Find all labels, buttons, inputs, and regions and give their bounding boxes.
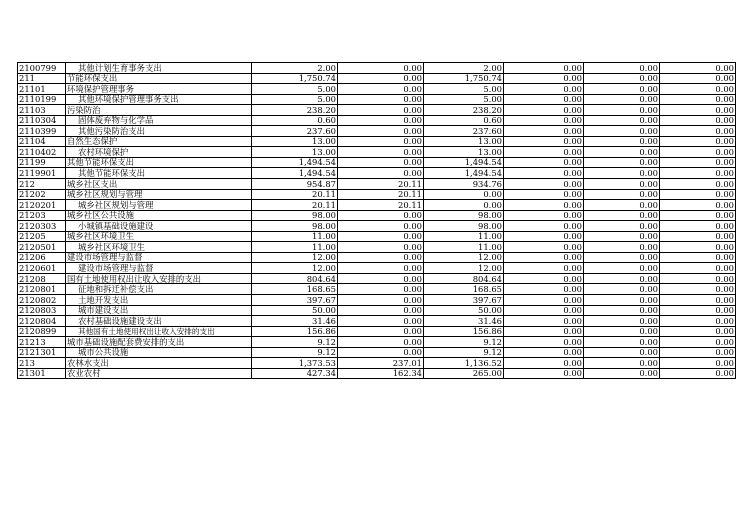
subject-name-cell: 农村基础设施建设支出 [66, 316, 252, 327]
subject-name-cell: 其他节能环保支出 [66, 157, 252, 168]
amount-cell-col-1: 156.86 [252, 326, 338, 337]
amount-cell-col-6: 0.00 [660, 252, 736, 263]
amount-cell-col-5: 0.00 [584, 305, 660, 316]
table-row [18, 126, 736, 137]
amount-cell-col-2: 0.00 [338, 242, 424, 253]
table-row [18, 263, 736, 274]
amount-cell-col-3: 1,136.52 [424, 358, 504, 369]
amount-cell-col-4: 0.00 [504, 273, 584, 284]
amount-cell-col-3: 156.86 [424, 326, 504, 337]
table-row [18, 115, 736, 126]
table-row [18, 63, 736, 74]
amount-cell-col-3: 31.46 [424, 316, 504, 327]
amount-cell-col-4: 0.00 [504, 105, 584, 116]
amount-cell-col-2: 0.00 [338, 273, 424, 284]
amount-cell-col-5: 0.00 [584, 168, 660, 179]
subject-code-cell: 2100799 [18, 63, 66, 74]
subject-code-cell: 2120601 [18, 263, 66, 274]
subject-name-cell: 固体废弃物与化学品 [66, 115, 252, 126]
subject-code-cell: 2120303 [18, 221, 66, 232]
subject-code-cell: 212 [18, 179, 66, 190]
amount-cell-col-1: 2.00 [252, 63, 338, 74]
amount-cell-col-3: 1,750.74 [424, 73, 504, 84]
subject-code-cell: 2120201 [18, 200, 66, 211]
amount-cell-col-2: 0.00 [338, 316, 424, 327]
table-row [18, 337, 736, 348]
amount-cell-col-6: 0.00 [660, 63, 736, 74]
subject-code-cell: 2120803 [18, 305, 66, 316]
subject-name-cell: 农村环境保护 [66, 147, 252, 158]
amount-cell-col-2: 0.00 [338, 210, 424, 221]
amount-cell-col-4: 0.00 [504, 316, 584, 327]
amount-cell-col-6: 0.00 [660, 368, 736, 379]
table-row [18, 200, 736, 211]
amount-cell-col-6: 0.00 [660, 337, 736, 348]
amount-cell-col-1: 20.11 [252, 200, 338, 211]
table-row [18, 368, 736, 379]
amount-cell-col-1: 9.12 [252, 337, 338, 348]
amount-cell-col-1: 31.46 [252, 316, 338, 327]
amount-cell-col-6: 0.00 [660, 200, 736, 211]
amount-cell-col-3: 168.65 [424, 284, 504, 295]
amount-cell-col-3: 397.67 [424, 295, 504, 306]
table-row [18, 326, 736, 337]
amount-cell-col-6: 0.00 [660, 157, 736, 168]
amount-cell-col-1: 427.34 [252, 368, 338, 379]
amount-cell-col-6: 0.00 [660, 147, 736, 158]
subject-code-cell: 211 [18, 73, 66, 84]
amount-cell-col-3: 50.00 [424, 305, 504, 316]
amount-cell-col-2: 20.11 [338, 189, 424, 200]
amount-cell-col-2: 0.00 [338, 295, 424, 306]
amount-cell-col-1: 168.65 [252, 284, 338, 295]
amount-cell-col-2: 0.00 [338, 73, 424, 84]
amount-cell-col-1: 954.87 [252, 179, 338, 190]
table-row [18, 358, 736, 369]
amount-cell-col-1: 12.00 [252, 252, 338, 263]
subject-name-cell: 城乡社区环境卫生 [66, 231, 252, 242]
amount-cell-col-4: 0.00 [504, 63, 584, 74]
amount-cell-col-1: 1,373.53 [252, 358, 338, 369]
amount-cell-col-4: 0.00 [504, 231, 584, 242]
subject-name-cell: 农林水支出 [66, 358, 252, 369]
amount-cell-col-6: 0.00 [660, 189, 736, 200]
amount-cell-col-2: 0.00 [338, 231, 424, 242]
subject-code-cell: 2120801 [18, 284, 66, 295]
subject-name-cell: 环境保护管理事务 [66, 84, 252, 95]
amount-cell-col-6: 0.00 [660, 221, 736, 232]
amount-cell-col-1: 98.00 [252, 210, 338, 221]
amount-cell-col-2: 162.34 [338, 368, 424, 379]
amount-cell-col-3: 9.12 [424, 347, 504, 358]
amount-cell-col-5: 0.00 [584, 94, 660, 105]
subject-name-cell: 农业农村 [66, 368, 252, 379]
amount-cell-col-3: 0.60 [424, 115, 504, 126]
subject-code-cell: 21301 [18, 368, 66, 379]
table-row [18, 73, 736, 84]
amount-cell-col-6: 0.00 [660, 94, 736, 105]
table-row [18, 94, 736, 105]
table-row [18, 136, 736, 147]
amount-cell-col-3: 804.64 [424, 273, 504, 284]
subject-name-cell: 城乡社区规划与管理 [66, 200, 252, 211]
amount-cell-col-2: 0.00 [338, 136, 424, 147]
subject-code-cell: 21101 [18, 84, 66, 95]
amount-cell-col-5: 0.00 [584, 242, 660, 253]
subject-name-cell: 征地和拆迁补偿支出 [66, 284, 252, 295]
subject-name-cell: 其他国有土地使用权出让收入安排的支出 [66, 326, 252, 337]
amount-cell-col-6: 0.00 [660, 273, 736, 284]
amount-cell-col-3: 98.00 [424, 221, 504, 232]
subject-code-cell: 2120802 [18, 295, 66, 306]
amount-cell-col-4: 0.00 [504, 337, 584, 348]
amount-cell-col-5: 0.00 [584, 105, 660, 116]
subject-name-cell: 其他节能环保支出 [66, 168, 252, 179]
amount-cell-col-3: 5.00 [424, 94, 504, 105]
amount-cell-col-3: 5.00 [424, 84, 504, 95]
amount-cell-col-2: 237.01 [338, 358, 424, 369]
amount-cell-col-2: 0.00 [338, 305, 424, 316]
subject-name-cell: 建设市场管理与监督 [66, 263, 252, 274]
amount-cell-col-2: 0.00 [338, 168, 424, 179]
amount-cell-col-4: 0.00 [504, 242, 584, 253]
amount-cell-col-5: 0.00 [584, 200, 660, 211]
subject-code-cell: 2110199 [18, 94, 66, 105]
amount-cell-col-5: 0.00 [584, 263, 660, 274]
subject-code-cell: 2119901 [18, 168, 66, 179]
table-row [18, 252, 736, 263]
amount-cell-col-6: 0.00 [660, 179, 736, 190]
amount-cell-col-3: 0.00 [424, 189, 504, 200]
amount-cell-col-5: 0.00 [584, 284, 660, 295]
subject-code-cell: 21205 [18, 231, 66, 242]
amount-cell-col-6: 0.00 [660, 284, 736, 295]
subject-name-cell: 其他环境保护管理事务支出 [66, 94, 252, 105]
amount-cell-col-2: 0.00 [338, 263, 424, 274]
subject-name-cell: 节能环保支出 [66, 73, 252, 84]
amount-cell-col-3: 238.20 [424, 105, 504, 116]
subject-name-cell: 城市建设支出 [66, 305, 252, 316]
amount-cell-col-1: 5.00 [252, 84, 338, 95]
amount-cell-col-1: 11.00 [252, 242, 338, 253]
amount-cell-col-4: 0.00 [504, 84, 584, 95]
subject-name-cell: 土地开发支出 [66, 295, 252, 306]
amount-cell-col-4: 0.00 [504, 157, 584, 168]
subject-name-cell: 城乡社区环境卫生 [66, 242, 252, 253]
amount-cell-col-1: 9.12 [252, 347, 338, 358]
subject-code-cell: 21206 [18, 252, 66, 263]
amount-cell-col-6: 0.00 [660, 326, 736, 337]
amount-cell-col-3: 265.00 [424, 368, 504, 379]
table-row [18, 305, 736, 316]
amount-cell-col-3: 12.00 [424, 252, 504, 263]
subject-code-cell: 21202 [18, 189, 66, 200]
amount-cell-col-6: 0.00 [660, 242, 736, 253]
amount-cell-col-5: 0.00 [584, 73, 660, 84]
amount-cell-col-4: 0.00 [504, 147, 584, 158]
amount-cell-col-4: 0.00 [504, 126, 584, 137]
amount-cell-col-1: 1,750.74 [252, 73, 338, 84]
table-row [18, 316, 736, 327]
amount-cell-col-3: 98.00 [424, 210, 504, 221]
amount-cell-col-6: 0.00 [660, 105, 736, 116]
subject-name-cell: 城市基础设施配套费安排的支出 [66, 337, 252, 348]
amount-cell-col-4: 0.00 [504, 168, 584, 179]
table-body [18, 63, 736, 379]
amount-cell-col-5: 0.00 [584, 179, 660, 190]
table-row [18, 242, 736, 253]
amount-cell-col-3: 1,494.54 [424, 157, 504, 168]
subject-code-cell: 2110399 [18, 126, 66, 137]
subject-code-cell: 2110304 [18, 115, 66, 126]
table-row [18, 157, 736, 168]
subject-code-cell: 2120501 [18, 242, 66, 253]
amount-cell-col-4: 0.00 [504, 221, 584, 232]
amount-cell-col-5: 0.00 [584, 115, 660, 126]
table-row [18, 347, 736, 358]
amount-cell-col-3: 12.00 [424, 263, 504, 274]
amount-cell-col-4: 0.00 [504, 189, 584, 200]
amount-cell-col-4: 0.00 [504, 179, 584, 190]
amount-cell-col-3: 237.60 [424, 126, 504, 137]
amount-cell-col-6: 0.00 [660, 358, 736, 369]
amount-cell-col-3: 0.00 [424, 200, 504, 211]
amount-cell-col-2: 0.00 [338, 115, 424, 126]
amount-cell-col-1: 50.00 [252, 305, 338, 316]
table-row [18, 105, 736, 116]
amount-cell-col-5: 0.00 [584, 63, 660, 74]
amount-cell-col-5: 0.00 [584, 126, 660, 137]
amount-cell-col-1: 237.60 [252, 126, 338, 137]
subject-code-cell: 2120899 [18, 326, 66, 337]
amount-cell-col-2: 20.11 [338, 179, 424, 190]
subject-code-cell: 21213 [18, 337, 66, 348]
amount-cell-col-2: 0.00 [338, 252, 424, 263]
table-row [18, 231, 736, 242]
subject-name-cell: 城乡社区公共设施 [66, 210, 252, 221]
amount-cell-col-1: 20.11 [252, 189, 338, 200]
amount-cell-col-1: 98.00 [252, 221, 338, 232]
amount-cell-col-1: 13.00 [252, 136, 338, 147]
amount-cell-col-3: 11.00 [424, 242, 504, 253]
budget-expenditure-table [17, 62, 736, 379]
amount-cell-col-6: 0.00 [660, 295, 736, 306]
amount-cell-col-5: 0.00 [584, 157, 660, 168]
subject-name-cell: 建设市场管理与监督 [66, 252, 252, 263]
amount-cell-col-1: 238.20 [252, 105, 338, 116]
amount-cell-col-2: 0.00 [338, 326, 424, 337]
amount-cell-col-4: 0.00 [504, 326, 584, 337]
amount-cell-col-3: 1,494.54 [424, 168, 504, 179]
amount-cell-col-5: 0.00 [584, 326, 660, 337]
amount-cell-col-5: 0.00 [584, 221, 660, 232]
amount-cell-col-1: 1,494.54 [252, 168, 338, 179]
amount-cell-col-6: 0.00 [660, 126, 736, 137]
amount-cell-col-5: 0.00 [584, 210, 660, 221]
amount-cell-col-2: 0.00 [338, 84, 424, 95]
amount-cell-col-4: 0.00 [504, 252, 584, 263]
amount-cell-col-1: 12.00 [252, 263, 338, 274]
amount-cell-col-4: 0.00 [504, 73, 584, 84]
amount-cell-col-3: 9.12 [424, 337, 504, 348]
subject-code-cell: 2120804 [18, 316, 66, 327]
subject-code-cell: 21103 [18, 105, 66, 116]
amount-cell-col-5: 0.00 [584, 136, 660, 147]
amount-cell-col-6: 0.00 [660, 347, 736, 358]
amount-cell-col-5: 0.00 [584, 295, 660, 306]
table-row [18, 284, 736, 295]
subject-code-cell: 2121301 [18, 347, 66, 358]
subject-code-cell: 21208 [18, 273, 66, 284]
amount-cell-col-1: 1,494.54 [252, 157, 338, 168]
amount-cell-col-4: 0.00 [504, 284, 584, 295]
subject-code-cell: 213 [18, 358, 66, 369]
amount-cell-col-2: 0.00 [338, 157, 424, 168]
subject-code-cell: 21104 [18, 136, 66, 147]
amount-cell-col-1: 397.67 [252, 295, 338, 306]
amount-cell-col-5: 0.00 [584, 273, 660, 284]
table-row [18, 295, 736, 306]
amount-cell-col-4: 0.00 [504, 347, 584, 358]
amount-cell-col-4: 0.00 [504, 295, 584, 306]
amount-cell-col-4: 0.00 [504, 368, 584, 379]
amount-cell-col-6: 0.00 [660, 168, 736, 179]
amount-cell-col-6: 0.00 [660, 115, 736, 126]
subject-name-cell: 城市公共设施 [66, 347, 252, 358]
amount-cell-col-1: 5.00 [252, 94, 338, 105]
amount-cell-col-2: 0.00 [338, 147, 424, 158]
amount-cell-col-1: 804.64 [252, 273, 338, 284]
amount-cell-col-2: 0.00 [338, 94, 424, 105]
table-row [18, 273, 736, 284]
amount-cell-col-3: 13.00 [424, 136, 504, 147]
subject-code-cell: 21199 [18, 157, 66, 168]
subject-name-cell: 其他污染防治支出 [66, 126, 252, 137]
subject-name-cell: 其他计划生育事务支出 [66, 63, 252, 74]
amount-cell-col-6: 0.00 [660, 84, 736, 95]
amount-cell-col-4: 0.00 [504, 263, 584, 274]
amount-cell-col-5: 0.00 [584, 358, 660, 369]
subject-name-cell: 国有土地使用权出让收入安排的支出 [66, 273, 252, 284]
amount-cell-col-3: 11.00 [424, 231, 504, 242]
amount-cell-col-5: 0.00 [584, 147, 660, 158]
amount-cell-col-2: 0.00 [338, 347, 424, 358]
amount-cell-col-6: 0.00 [660, 210, 736, 221]
amount-cell-col-5: 0.00 [584, 231, 660, 242]
amount-cell-col-6: 0.00 [660, 231, 736, 242]
amount-cell-col-5: 0.00 [584, 84, 660, 95]
amount-cell-col-5: 0.00 [584, 337, 660, 348]
subject-name-cell: 小城镇基础设施建设 [66, 221, 252, 232]
table-row [18, 210, 736, 221]
subject-name-cell: 城乡社区规划与管理 [66, 189, 252, 200]
amount-cell-col-4: 0.00 [504, 305, 584, 316]
amount-cell-col-4: 0.00 [504, 358, 584, 369]
amount-cell-col-5: 0.00 [584, 347, 660, 358]
subject-name-cell: 自然生态保护 [66, 136, 252, 147]
subject-name-cell: 城乡社区支出 [66, 179, 252, 190]
amount-cell-col-5: 0.00 [584, 189, 660, 200]
amount-cell-col-4: 0.00 [504, 136, 584, 147]
amount-cell-col-4: 0.00 [504, 200, 584, 211]
amount-cell-col-6: 0.00 [660, 136, 736, 147]
amount-cell-col-5: 0.00 [584, 316, 660, 327]
subject-code-cell: 2110402 [18, 147, 66, 158]
subject-name-cell: 污染防治 [66, 105, 252, 116]
amount-cell-col-1: 11.00 [252, 231, 338, 242]
amount-cell-col-5: 0.00 [584, 368, 660, 379]
amount-cell-col-3: 934.76 [424, 179, 504, 190]
amount-cell-col-4: 0.00 [504, 210, 584, 221]
subject-code-cell: 21203 [18, 210, 66, 221]
amount-cell-col-6: 0.00 [660, 73, 736, 84]
amount-cell-col-2: 0.00 [338, 105, 424, 116]
amount-cell-col-6: 0.00 [660, 263, 736, 274]
amount-cell-col-2: 0.00 [338, 337, 424, 348]
table-row [18, 84, 736, 95]
amount-cell-col-4: 0.00 [504, 115, 584, 126]
amount-cell-col-6: 0.00 [660, 305, 736, 316]
amount-cell-col-3: 13.00 [424, 147, 504, 158]
amount-cell-col-2: 0.00 [338, 221, 424, 232]
table-row [18, 221, 736, 232]
table-row [18, 147, 736, 158]
table-row [18, 189, 736, 200]
amount-cell-col-1: 13.00 [252, 147, 338, 158]
table-row [18, 168, 736, 179]
amount-cell-col-2: 0.00 [338, 63, 424, 74]
amount-cell-col-3: 2.00 [424, 63, 504, 74]
table-row [18, 179, 736, 190]
amount-cell-col-4: 0.00 [504, 94, 584, 105]
amount-cell-col-2: 0.00 [338, 126, 424, 137]
amount-cell-col-2: 0.00 [338, 284, 424, 295]
amount-cell-col-2: 20.11 [338, 200, 424, 211]
amount-cell-col-1: 0.60 [252, 115, 338, 126]
amount-cell-col-6: 0.00 [660, 316, 736, 327]
amount-cell-col-5: 0.00 [584, 252, 660, 263]
